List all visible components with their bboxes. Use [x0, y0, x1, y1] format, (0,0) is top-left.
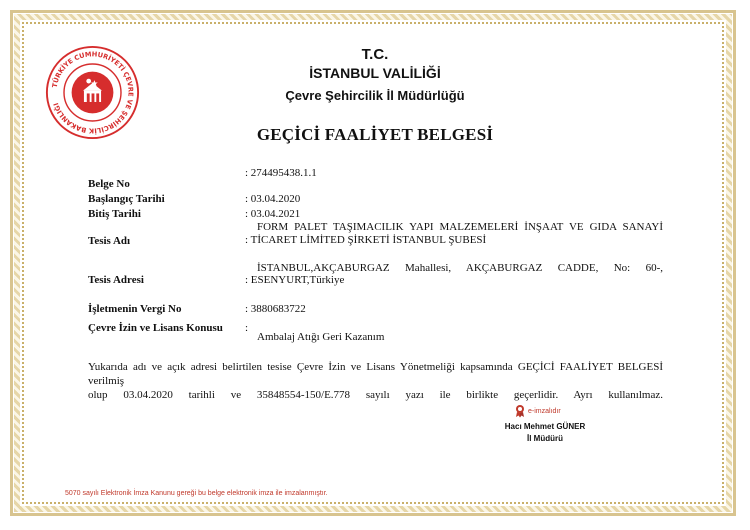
esign-label: e-imzalıdır: [528, 408, 561, 415]
signer-role: İl Müdürü: [527, 434, 563, 443]
value-lisans-colon: :: [245, 322, 249, 334]
value-vergi-no: : 3880683722: [245, 303, 306, 315]
ministry-seal-icon: [45, 45, 140, 140]
label-baslangic: Başlangıç Tarihi: [88, 193, 165, 205]
statement-line-2: olup 03.04.2020 tarihli ve 35848554-150/E.778 sayılı yazı ile birlikte geçerlidir. Ayrı kullanılmaz.: [88, 389, 663, 401]
label-lisans-konusu: Çevre İzin ve Lisans Konusu: [88, 322, 223, 334]
label-belge-no: Belge No: [88, 178, 130, 190]
svg-text:TÜRKİYE CUMHURİYETİ ÇEVRE VE Ş: TÜRKİYE CUMHURİYETİ ÇEVRE VE ŞEHİRCİLİK BAKANLIĞI: [50, 50, 135, 135]
header-tc: T.C.: [361, 46, 389, 63]
label-bitis: Bitiş Tarihi: [88, 208, 141, 220]
value-tesis-adi-line2: : TİCARET LİMİTED ŞİRKETİ İSTANBUL ŞUBESİ: [245, 234, 487, 246]
statement-line-1: Yukarıda adı ve açık adresi belirtilen tesise Çevre İzin ve Lisans Yönetmeliği kapsamında GEÇİCİ FAALİYET BELGESİ verilmiş: [88, 361, 663, 387]
statement-paragraph: [88, 360, 663, 402]
value-tesis-adi-line1: FORM PALET TAŞIMACILIK YAPI MALZEMELERİ İNŞAAT VE GIDA SANAYİ: [257, 221, 663, 233]
footer-notice: 5070 sayılı Elektronik İmza Kanunu gereği bu belge elektronik imza ile imzalanmıştır.: [65, 490, 328, 497]
signer-name: Hacı Mehmet GÜNER: [504, 422, 586, 431]
value-tesis-adresi-line2: : ESENYURT,Türkiye: [245, 274, 345, 286]
value-bitis: : 03.04.2021: [245, 208, 301, 220]
header-governorship: İSTANBUL VALİLİĞİ: [309, 65, 441, 81]
value-tesis-adresi-line1: İSTANBUL,AKÇABURGAZ Mahallesi, AKÇABURGAZ CADDE, No: 60-,: [257, 262, 663, 274]
esign-ribbon-icon: [514, 404, 526, 418]
document-title: GEÇİCİ FAALİYET BELGESİ: [256, 125, 494, 144]
value-belge-no: : 274495438.1.1: [245, 167, 317, 179]
value-baslangic: : 03.04.2020: [245, 193, 301, 205]
header-directorate: Çevre Şehircilik İl Müdürlüğü: [285, 88, 465, 103]
label-vergi-no: İşletmenin Vergi No: [88, 303, 182, 315]
value-lisans-konusu: Ambalaj Atığı Geri Kazanım: [257, 331, 385, 343]
label-tesis-adresi: Tesis Adresi: [88, 274, 144, 286]
label-tesis-adi: Tesis Adı: [88, 235, 131, 247]
